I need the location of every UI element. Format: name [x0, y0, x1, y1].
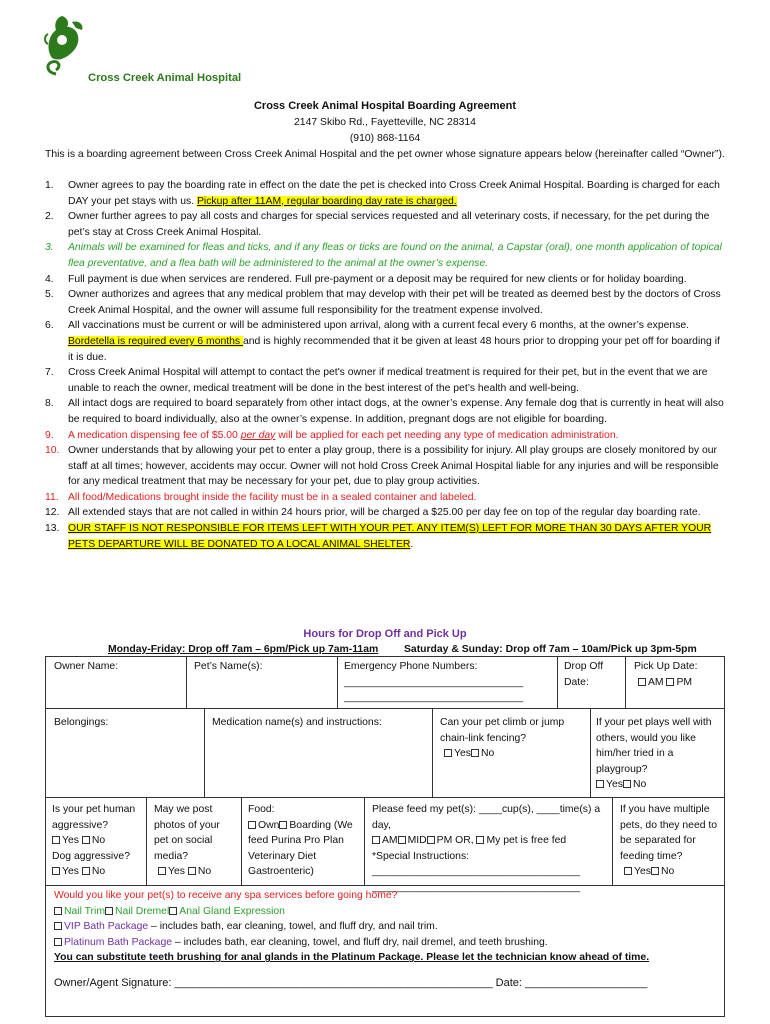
belongings-field[interactable]: Belongings: [54, 717, 109, 728]
phone-number: (910) 868-1164 [349, 133, 421, 144]
climb-yes-checkbox[interactable] [444, 749, 452, 757]
feed-pm-label: PM OR, [436, 835, 474, 847]
human-aggr-label: Is your pet human aggressive? [52, 804, 136, 831]
yes-label: Yes [62, 835, 79, 847]
yes-label: Yes [454, 748, 471, 760]
teeth-note: You can substitute teeth brushing for anal glands in the Platinum Package. Please let the technician know ahead of time. [54, 952, 650, 964]
plays-label: If your pet plays well with others, would you like him/her tried in a playgroup? [596, 717, 712, 775]
special-line-1[interactable]: ____________________________________ [372, 866, 581, 878]
dog-aggr-label: Dog aggressive? [52, 850, 130, 862]
term-11: 11. All food/Medications brought inside the facility must be in a sealed container and labeled. [45, 491, 477, 503]
photos-no-checkbox[interactable] [188, 867, 196, 875]
own-food-checkbox[interactable] [248, 821, 256, 829]
yes-label: Yes [606, 779, 623, 791]
drop-off-date-field[interactable] [560, 657, 624, 692]
climb-no-checkbox[interactable] [471, 749, 479, 757]
playgroup-question [592, 713, 724, 795]
feed-mid-label: MID [407, 835, 427, 847]
medication-field[interactable]: Medication name(s) and instructions: [212, 717, 382, 728]
emergency-line-1: _______________________________ [344, 676, 524, 688]
emergency-line-2: _______________________________ [344, 692, 524, 704]
terms-list [45, 178, 725, 552]
pm-checkbox[interactable] [666, 678, 674, 686]
anal-gland-label: Anal Gland Expression [179, 905, 285, 917]
food-question [244, 800, 362, 882]
special-line-2[interactable]: ____________________________________ [372, 881, 581, 893]
feed-am-label: AM [382, 835, 398, 847]
owner-name-field[interactable]: Owner Name: [54, 661, 119, 672]
spa-services [50, 886, 722, 994]
term-12: 12. All extended stays that are not called in within 24 hours prior, will be charged a $25.00 per day fee on top of the regular day boarding rate. [45, 507, 701, 519]
platinum-desc: – includes bath, ear cleaning, towel, and fluff dry, nail dremel, and teeth brushing. [172, 936, 548, 948]
pets-names-field[interactable]: Pet’s Name(s): [194, 661, 263, 672]
platinum-checkbox[interactable] [54, 938, 62, 946]
photos-yes-checkbox[interactable] [158, 867, 166, 875]
play-yes-checkbox[interactable] [596, 780, 604, 788]
climb-question [436, 713, 590, 764]
term-3: 3. Animals will be examined for fleas and ticks, and if any fleas or ticks are found on the animal, a Capstar (oral), one month application of topical flea preventative, and a flea bath will be administered to the animal at the owner’s expense. [45, 242, 722, 269]
hours-title: Hours for Drop Off and Pick Up [303, 628, 467, 640]
yes-label: Yes [168, 866, 185, 878]
play-no-checkbox[interactable] [623, 780, 631, 788]
term-9: 9. A medication dispensing fee of $5.00 per day will be applied for each pet needing any type of medication administration. [45, 429, 619, 441]
multi-yes-checkbox[interactable] [624, 867, 632, 875]
pickup-label: Pick Up Date: [634, 661, 698, 672]
feed-mid-checkbox[interactable] [398, 836, 406, 844]
dog-aggr-yes-checkbox[interactable] [52, 867, 60, 875]
term-7: 7. Cross Creek Animal Hospital will attempt to contact the pet's owner if medical treatment is required for their pet, but in the event that we are unable to reach the owner, medical treatment will be done in the best interest of the pet’s health and well-being. [45, 367, 708, 394]
nail-trim-label: Nail Trim [64, 905, 105, 917]
nail-dremel-checkbox[interactable] [105, 907, 113, 915]
photos-label: May we post photos of your pet on social media? [154, 804, 220, 862]
food-label: Food: [248, 804, 275, 815]
special-instructions-label: *Special Instructions: [372, 850, 470, 862]
own-label: Own [258, 819, 280, 831]
no-label: No [660, 866, 675, 878]
free-fed-label: My pet is free fed [486, 835, 567, 847]
feed-pm-checkbox[interactable] [427, 836, 435, 844]
no-label: No [197, 866, 212, 878]
boarding-food-checkbox[interactable] [279, 821, 287, 829]
no-label: No [632, 779, 647, 791]
signature-line[interactable]: Owner/Agent Signature: ____________________________________________________ Date: ____________________ [54, 976, 648, 989]
weekday-hours: Monday-Friday: Drop off 7am – 6pm/Pick up 7am-11am [108, 644, 379, 655]
am-label: AM [648, 676, 664, 688]
boarding-form [45, 656, 725, 1017]
yes-label: Yes [62, 866, 79, 878]
platinum-label: Platinum Bath Package [64, 936, 173, 948]
vip-checkbox[interactable] [54, 922, 62, 930]
nail-trim-checkbox[interactable] [54, 907, 62, 915]
feeding-instructions [368, 800, 612, 898]
hospital-name: Cross Creek Animal Hospital [88, 72, 242, 84]
free-fed-checkbox[interactable] [476, 836, 484, 844]
feed-am-checkbox[interactable] [372, 836, 380, 844]
multi-pet-label: If you have multiple pets, do they need to be separated for feeding time? [620, 804, 718, 862]
term-13: 13. OUR STAFF IS NOT RESPONSIBLE FOR ITEMS LEFT WITH YOUR PET. ANY ITEM(S) LEFT FOR MORE THAN 30 DAYS AFTER YOUR PETS DEPARTURE WILL BE DONATED TO A LOCAL ANIMAL SHELTER. [45, 523, 712, 550]
vip-label: VIP Bath Package [64, 921, 149, 933]
photos-question [150, 800, 240, 882]
term-1: 1. Owner agrees to pay the boarding rate in effect on the date the pet is checked into Cross Creek Animal Hospital. Boarding is charged for each DAY your pet stays with us. Pickup after 11AM, regular boarding day rate is charged. [45, 180, 720, 207]
term-6: 6. All vaccinations must be current or will be administered upon arrival, along with a current fecal every 6 months, at the owner’s expense. Bordetella is required every 6 months and is highly recommended that it be given at least 48 hours prior to dropping your pet off for boarding if it is due. [45, 320, 720, 363]
term-2: 2. Owner further agrees to pay all costs and charges for special services requested and all veterinary costs, if necessary, for the pet during the pet’s stay at Cross Creek Animal Hospital. [45, 211, 710, 238]
multi-pet-question [616, 800, 724, 882]
climb-label: Can your pet climb or jump chain-link fencing? [440, 717, 565, 744]
date-label: Date: [564, 676, 589, 688]
emergency-phone-field[interactable] [340, 657, 556, 708]
weekend-hours: Saturday & Sunday: Drop off 7am – 10am/Pick up 3pm-5pm [404, 644, 697, 655]
dog-aggr-no-checkbox[interactable] [82, 867, 90, 875]
term-10: 10. Owner understands that by allowing your pet to enter a play group, there is a possibility for injury. All play groups are closely monitored by our staff at all times; however, accidents may occur. Owner will not hold Cross Creek Animal Hospital liable for any injuries and will be responsible for any medical treatment that may be necessary for your pet, due to play group activities. [45, 445, 719, 488]
emergency-label: Emergency Phone Numbers: [344, 661, 478, 672]
human-aggr-no-checkbox[interactable] [82, 836, 90, 844]
no-label: No [91, 866, 106, 878]
aggression-question [48, 800, 146, 882]
am-checkbox[interactable] [638, 678, 646, 686]
human-aggr-yes-checkbox[interactable] [52, 836, 60, 844]
term-5: 5. Owner authorizes and agrees that any medical problem that may develop with their pet will be treated as deemed best by the doctors of Cross Creek Animal Hospital, and the owner will assume full responsibility for the treatment expense involved. [45, 289, 721, 316]
nail-dremel-label: Nail Dremel [114, 905, 170, 917]
vip-desc: – includes bath, ear cleaning, towel, and fluff dry, and nail trim. [148, 921, 438, 933]
spa-question: Would you like your pet(s) to receive any spa services before going home? [54, 890, 398, 901]
intro-paragraph: This is a boarding agreement between Cross Creek Animal Hospital and the pet owner whose signature appears below (hereinafter called “Owner”). [45, 149, 725, 160]
pickup-date-field[interactable] [630, 657, 724, 692]
no-label: No [480, 748, 495, 760]
term-8: 8. All intact dogs are required to board separately from other intact dogs, at the owner’s expense. Any female dog that is currently in heat will also be required to board individually, also at the owner’s expense. In addition, pregnant dogs are not eligible for boarding. [45, 398, 724, 425]
drop-off-label: Drop Off [564, 661, 604, 672]
no-label: No [91, 835, 106, 847]
address: 2147 Skibo Rd., Fayetteville, NC 28314 [294, 117, 476, 128]
feed-amount-label: Please feed my pet(s): ____cup(s), ____time(s) a day, [372, 804, 601, 831]
pm-label: PM [676, 676, 693, 688]
hospital-logo [42, 14, 90, 80]
document-title: Cross Creek Animal Hospital Boarding Agreement [253, 100, 517, 112]
multi-no-checkbox[interactable] [651, 867, 659, 875]
anal-gland-checkbox[interactable] [169, 907, 177, 915]
boarding-food-label: Boarding (We feed Purina Pro Plan Veterinary Diet Gastroenteric) [248, 819, 353, 878]
yes-label: Yes [634, 866, 651, 878]
term-4: 4. Full payment is due when services are rendered. Full pre-payment or a deposit may be required for new clients or for holiday boarding. [45, 273, 687, 285]
